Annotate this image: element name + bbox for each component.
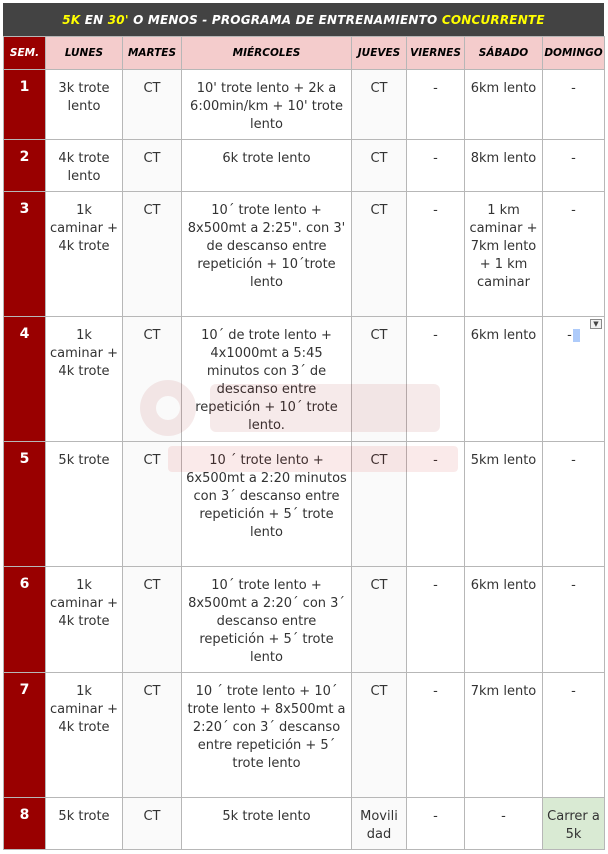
martes-cell[interactable]: CT	[123, 140, 182, 192]
viernes-cell[interactable]: -	[407, 70, 465, 140]
martes-cell[interactable]: CT	[123, 70, 182, 140]
cell-selection-marker	[573, 329, 580, 342]
jueves-cell[interactable]: CT	[352, 192, 407, 317]
table-row	[4, 317, 605, 442]
table-row	[4, 70, 605, 140]
miercoles-cell[interactable]: 10´ trote lento + 8x500mt a 2:25". con 3' de descanso entre repetición + 10´trote lento	[182, 192, 352, 317]
miercoles-cell[interactable]: 10´ de trote lento + 4x1000mt a 5:45 minutos con 3´ de descanso entre repetición + 10´ trote lento.	[182, 317, 352, 442]
table-row	[4, 567, 605, 673]
viernes-cell[interactable]: -	[407, 140, 465, 192]
sabado-cell[interactable]: 1 km caminar + 7km lento + 1 km caminar	[465, 192, 543, 317]
title-en: EN	[80, 12, 108, 27]
viernes-cell[interactable]: -	[407, 567, 465, 673]
viernes-cell[interactable]: -	[407, 673, 465, 798]
martes-cell[interactable]: CT	[123, 442, 182, 567]
lunes-cell[interactable]: 1k caminar + 4k trote	[46, 673, 123, 798]
sabado-cell[interactable]: 7km lento	[465, 673, 543, 798]
header-domingo[interactable]: DOMINGO	[543, 37, 605, 70]
martes-cell[interactable]: CT	[123, 192, 182, 317]
miercoles-cell[interactable]: 10´ trote lento + 8x500mt a 2:20´ con 3´ descanso entre repetición + 5´ trote lento	[182, 567, 352, 673]
jueves-cell[interactable]: CT	[352, 70, 407, 140]
week-cell[interactable]: 5	[4, 442, 46, 567]
title-main: O MENOS - PROGRAMA DE ENTRENAMIENTO	[128, 12, 442, 27]
jueves-cell[interactable]: CT	[352, 442, 407, 567]
week-cell[interactable]: 3	[4, 192, 46, 317]
lunes-cell[interactable]: 3k trote lento	[46, 70, 123, 140]
week-cell[interactable]: 6	[4, 567, 46, 673]
sabado-cell[interactable]: -	[465, 798, 543, 850]
table-row	[4, 798, 605, 850]
viernes-cell[interactable]: -	[407, 317, 465, 442]
miercoles-cell[interactable]: 10' trote lento + 2k a 6:00min/km + 10' trote lento	[182, 70, 352, 140]
training-table	[3, 36, 605, 850]
miercoles-cell[interactable]: 5k trote lento	[182, 798, 352, 850]
week-cell[interactable]: 1	[4, 70, 46, 140]
lunes-cell[interactable]: 1k caminar + 4k trote	[46, 567, 123, 673]
lunes-cell[interactable]: 1k caminar + 4k trote	[46, 317, 123, 442]
viernes-cell[interactable]: -	[407, 192, 465, 317]
header-sem[interactable]: SEM.	[4, 37, 46, 70]
domingo-cell[interactable]: -	[543, 140, 605, 192]
jueves-cell[interactable]: Movili dad	[352, 798, 407, 850]
header-jueves[interactable]: JUEVES	[352, 37, 407, 70]
jueves-cell[interactable]: CT	[352, 673, 407, 798]
jueves-cell[interactable]: CT	[352, 567, 407, 673]
domingo-cell-race[interactable]: Carrer a 5k	[543, 798, 605, 850]
sabado-cell[interactable]: 6km lento	[465, 567, 543, 673]
miercoles-cell[interactable]: 10 ´ trote lento + 10´ trote lento + 8x500mt a 2:20´ con 3´ descanso entre repetición + 5´ trote lento	[182, 673, 352, 798]
viernes-cell[interactable]: -	[407, 798, 465, 850]
header-viernes[interactable]: VIERNES	[407, 37, 465, 70]
lunes-cell[interactable]: 5k trote	[46, 442, 123, 567]
domingo-cell[interactable]: -	[543, 442, 605, 567]
header-sabado[interactable]: SÁBADO	[465, 37, 543, 70]
domingo-cell[interactable]: -	[543, 567, 605, 673]
title-5k: 5K	[62, 12, 81, 27]
week-cell[interactable]: 4	[4, 317, 46, 442]
martes-cell[interactable]: CT	[123, 317, 182, 442]
domingo-cell[interactable]: -	[543, 70, 605, 140]
sabado-cell[interactable]: 6km lento	[465, 317, 543, 442]
viernes-cell[interactable]: -	[407, 442, 465, 567]
domingo-cell-value: -	[567, 328, 572, 343]
lunes-cell[interactable]: 4k trote lento	[46, 140, 123, 192]
table-row	[4, 673, 605, 798]
header-martes[interactable]: MARTES	[123, 37, 182, 70]
domingo-cell[interactable]: -	[543, 192, 605, 317]
header-row	[4, 37, 605, 70]
title-bar	[3, 3, 604, 36]
domingo-cell[interactable]: -	[543, 673, 605, 798]
header-miercoles[interactable]: MIÉRCOLES	[182, 37, 352, 70]
title-30: 30'	[107, 12, 129, 27]
week-cell[interactable]: 7	[4, 673, 46, 798]
week-cell[interactable]: 2	[4, 140, 46, 192]
sabado-cell[interactable]: 8km lento	[465, 140, 543, 192]
dropdown-arrow-icon[interactable]: ▼	[590, 319, 602, 329]
martes-cell[interactable]: CT	[123, 673, 182, 798]
header-lunes[interactable]: LUNES	[46, 37, 123, 70]
table-row	[4, 140, 605, 192]
jueves-cell[interactable]: CT	[352, 140, 407, 192]
lunes-cell[interactable]: 1k caminar + 4k trote	[46, 192, 123, 317]
table-row	[4, 192, 605, 317]
miercoles-cell[interactable]: 6k trote lento	[182, 140, 352, 192]
martes-cell[interactable]: CT	[123, 567, 182, 673]
week-cell[interactable]: 8	[4, 798, 46, 850]
table-row	[4, 442, 605, 567]
training-sheet	[3, 3, 604, 850]
martes-cell[interactable]: CT	[123, 798, 182, 850]
domingo-cell-selected[interactable]	[543, 317, 605, 442]
lunes-cell[interactable]: 5k trote	[46, 798, 123, 850]
miercoles-cell[interactable]: 10 ´ trote lento + 6x500mt a 2:20 minutos con 3´ descanso entre repetición + 5´ trote lento	[182, 442, 352, 567]
jueves-cell[interactable]: CT	[352, 317, 407, 442]
sabado-cell[interactable]: 5km lento	[465, 442, 543, 567]
sabado-cell[interactable]: 6km lento	[465, 70, 543, 140]
title-concurrente: CONCURRENTE	[441, 12, 545, 27]
